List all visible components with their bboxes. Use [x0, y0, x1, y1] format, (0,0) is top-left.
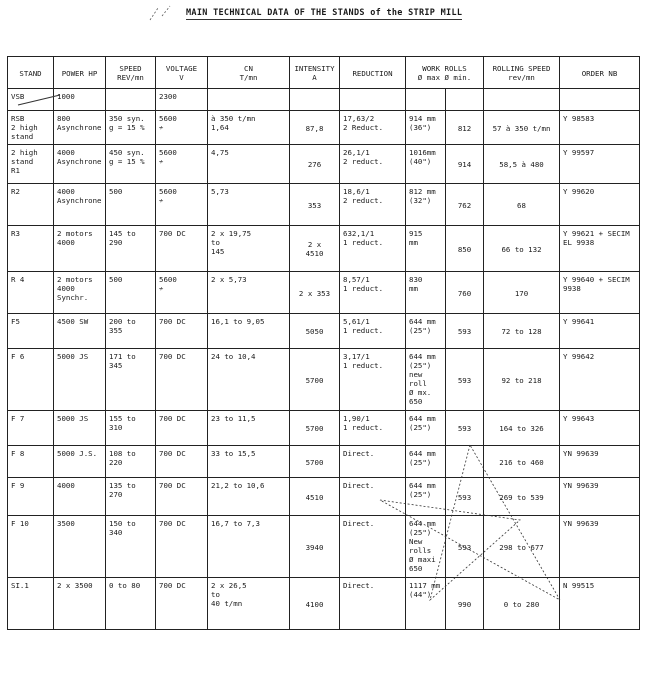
cell-speed: 155 to 310: [106, 411, 156, 446]
cell-order: Y 99643: [560, 411, 640, 446]
cell-stand: VSB: [8, 89, 54, 111]
cell-wr-max: 914 mm (36"): [406, 111, 446, 145]
table-header-row: [8, 57, 640, 89]
cell-order: Y 99641: [560, 314, 640, 349]
cell-wr-min: 812: [446, 111, 484, 145]
cell-reduction: 5,61/1 1 reduct.: [340, 314, 406, 349]
cell-order: YN 99639: [560, 516, 640, 578]
cell-voltage: 700 DC: [156, 226, 208, 272]
cell-wr-min: 760: [446, 272, 484, 314]
cell-cn: 4,75: [208, 145, 290, 184]
cell-order: Y 99620: [560, 184, 640, 226]
cell-power: 800 Asynchrone: [54, 111, 106, 145]
cell-reduction: Direct.: [340, 446, 406, 478]
cell-intensity: 5050: [290, 314, 340, 349]
cell-reduction: 632,1/1 1 reduct.: [340, 226, 406, 272]
cell-speed: 108 to 220: [106, 446, 156, 478]
cell-power: 4500 SW: [54, 314, 106, 349]
cell-speed: 450 syn. g = 15 %: [106, 145, 156, 184]
cell-speed: 0 to 80: [106, 578, 156, 630]
cell-stand: SI.1: [8, 578, 54, 630]
cell-cn: 16,1 to 9,05: [208, 314, 290, 349]
cell-wr-max: 1117 mm (44"): [406, 578, 446, 630]
cell-cn: 16,7 to 7,3: [208, 516, 290, 578]
cell-wr-max: 644 mm (25"): [406, 314, 446, 349]
cell-reduction: 18,6/1 2 reduct.: [340, 184, 406, 226]
cell-intensity: 276: [290, 145, 340, 184]
cell-cn: 33 to 15,5: [208, 446, 290, 478]
cell-intensity: 4510: [290, 478, 340, 516]
cell-order: YN 99639: [560, 478, 640, 516]
cell-reduction: 3,17/1 1 reduct.: [340, 349, 406, 411]
cell-reduction: 26,1/1 2 reduct.: [340, 145, 406, 184]
cell-wr-min: 593: [446, 478, 484, 516]
cell-stand: F 10: [8, 516, 54, 578]
cell-stand: F 7: [8, 411, 54, 446]
cell-order: Y 99597: [560, 145, 640, 184]
cell-intensity: 2 x 353: [290, 272, 340, 314]
cell-rolling: 57 à 350 t/mn: [484, 111, 560, 145]
cell-wr-min: 850: [446, 226, 484, 272]
cell-rolling: 298 to 677: [484, 516, 560, 578]
cell-order: Y 99621 + SECIM EL 9938: [560, 226, 640, 272]
cell-reduction: Direct.: [340, 578, 406, 630]
cell-voltage: 700 DC: [156, 446, 208, 478]
cell-rolling: 66 to 132: [484, 226, 560, 272]
cell-power: 2 motors 4000 Synchr.: [54, 272, 106, 314]
cell-intensity: 5700: [290, 446, 340, 478]
cell-wr-min: 914: [446, 145, 484, 184]
header-order: ORDER NB: [560, 57, 640, 89]
header-intensity: INTENSITY A: [290, 57, 340, 89]
cell-wr-max: 812 mm (32"): [406, 184, 446, 226]
cell-stand: F5: [8, 314, 54, 349]
cell-wr-min: 593: [446, 411, 484, 446]
cell-rolling: 164 to 326: [484, 411, 560, 446]
cell-intensity: 4100: [290, 578, 340, 630]
page-title: MAIN TECHNICAL DATA OF THE STANDS of the STRIP MILL: [186, 8, 463, 18]
cell-wr-max: 1016mm (40"): [406, 145, 446, 184]
cell-stand: F 9: [8, 478, 54, 516]
cell-reduction: 17,63/2 2 Reduct.: [340, 111, 406, 145]
cell-speed: 350 syn. g = 15 %: [106, 111, 156, 145]
table-row: [8, 314, 640, 349]
cell-intensity: 3940: [290, 516, 340, 578]
cell-speed: [106, 89, 156, 111]
cell-power: 5000 JS: [54, 349, 106, 411]
cell-power: 4000 Asynchrone: [54, 184, 106, 226]
cell-cn: [208, 89, 290, 111]
cell-stand: 2 high stand R1: [8, 145, 54, 184]
cell-wr-max: 830 mm: [406, 272, 446, 314]
cell-wr-min: 593: [446, 314, 484, 349]
cell-order: Y 99642: [560, 349, 640, 411]
cell-wr-min: 593: [446, 516, 484, 578]
cell-stand: F 6: [8, 349, 54, 411]
table-row: [8, 184, 640, 226]
cell-wr-min: [446, 89, 484, 111]
cell-voltage: 700 DC: [156, 314, 208, 349]
cell-cn: 2 x 26,5 to 40 t/mn: [208, 578, 290, 630]
table-row: [8, 578, 640, 630]
header-reduction: REDUCTION: [340, 57, 406, 89]
cell-reduction: Direct.: [340, 478, 406, 516]
cell-speed: 500: [106, 272, 156, 314]
cell-power: 1000: [54, 89, 106, 111]
cell-stand: F 8: [8, 446, 54, 478]
cell-rolling: 58,5 à 480: [484, 145, 560, 184]
cell-rolling: 92 to 218: [484, 349, 560, 411]
cell-cn: 5,73: [208, 184, 290, 226]
cell-wr-max: 644 mm (25") New rolls Ø maxi 650: [406, 516, 446, 578]
cell-wr-max: 644 mm (25"): [406, 411, 446, 446]
cell-wr-max: 915 mm: [406, 226, 446, 272]
cell-intensity: [290, 89, 340, 111]
table-row: [8, 516, 640, 578]
cell-wr-min: 990: [446, 578, 484, 630]
table-row: [8, 349, 640, 411]
cell-wr-max: [406, 89, 446, 111]
cell-voltage: 700 DC: [156, 578, 208, 630]
cell-rolling: [484, 89, 560, 111]
cell-rolling: 72 to 128: [484, 314, 560, 349]
cell-cn: 2 x 19,75 to 145: [208, 226, 290, 272]
cell-voltage: 700 DC: [156, 478, 208, 516]
cell-speed: 150 to 340: [106, 516, 156, 578]
cell-power: 3500: [54, 516, 106, 578]
cell-speed: 200 to 355: [106, 314, 156, 349]
header-work-rolls: WORK ROLLS Ø max Ø min.: [406, 57, 484, 89]
cell-wr-max: 644 mm (25"): [406, 478, 446, 516]
cell-stand: RSB 2 high stand: [8, 111, 54, 145]
cell-voltage: 700 DC: [156, 349, 208, 411]
header-rolling-speed: ROLLING SPEED rev/mn: [484, 57, 560, 89]
table-row: [8, 89, 640, 111]
cell-intensity: 5700: [290, 411, 340, 446]
cell-stand: R2: [8, 184, 54, 226]
cell-rolling: 269 to 539: [484, 478, 560, 516]
cell-order: YN 99639: [560, 446, 640, 478]
table-row: [8, 111, 640, 145]
cell-cn: 21,2 to 10,6: [208, 478, 290, 516]
cell-order: N 99515: [560, 578, 640, 630]
cell-power: 4000 Asynchrone: [54, 145, 106, 184]
cell-order: Y 98583: [560, 111, 640, 145]
cell-cn: 2 x 5,73: [208, 272, 290, 314]
table-row: [8, 446, 640, 478]
cell-power: 2 motors 4000: [54, 226, 106, 272]
cell-intensity: 2 x 4510: [290, 226, 340, 272]
cell-intensity: 87,8: [290, 111, 340, 145]
cell-rolling: 0 to 280: [484, 578, 560, 630]
cell-reduction: 1,90/1 1 reduct.: [340, 411, 406, 446]
cell-cn: 24 to 10,4: [208, 349, 290, 411]
cell-wr-min: [446, 446, 484, 478]
cell-rolling: 170: [484, 272, 560, 314]
header-voltage: VOLTAGE V: [156, 57, 208, 89]
cell-rolling: 68: [484, 184, 560, 226]
cell-cn: à 350 t/mn 1,64: [208, 111, 290, 145]
cell-power: 4000: [54, 478, 106, 516]
header-speed: SPEED REV/mn: [106, 57, 156, 89]
table-row: [8, 478, 640, 516]
header-stand: STAND: [8, 57, 54, 89]
cell-reduction: Direct.: [340, 516, 406, 578]
cell-speed: 135 to 270: [106, 478, 156, 516]
cell-voltage: 5600 ≁: [156, 272, 208, 314]
cell-rolling: 216 to 460: [484, 446, 560, 478]
cell-power: 5000 JS: [54, 411, 106, 446]
cell-power: 5000 J.S.: [54, 446, 106, 478]
strip-mill-data-table: [7, 56, 640, 630]
table-body: [8, 89, 640, 630]
cell-speed: 145 to 290: [106, 226, 156, 272]
cell-reduction: [340, 89, 406, 111]
cell-wr-min: 593: [446, 349, 484, 411]
table-row: [8, 226, 640, 272]
cell-order: Y 99640 + SECIM 9938: [560, 272, 640, 314]
cell-order: [560, 89, 640, 111]
cell-voltage: 700 DC: [156, 411, 208, 446]
cell-power: 2 x 3500: [54, 578, 106, 630]
cell-intensity: 5700: [290, 349, 340, 411]
header-power: POWER HP: [54, 57, 106, 89]
cell-wr-max: 644 mm (25") new roll Ø mx. 650: [406, 349, 446, 411]
cell-intensity: 353: [290, 184, 340, 226]
cell-cn: 23 to 11,5: [208, 411, 290, 446]
cell-voltage: 5600 ≁: [156, 184, 208, 226]
table-row: [8, 411, 640, 446]
table-row: [8, 272, 640, 314]
cell-voltage: 700 DC: [156, 516, 208, 578]
cell-stand: R 4: [8, 272, 54, 314]
cell-wr-max: 644 mm (25"): [406, 446, 446, 478]
cell-speed: 500: [106, 184, 156, 226]
cell-stand: R3: [8, 226, 54, 272]
cell-speed: 171 to 345: [106, 349, 156, 411]
cell-voltage: 5600 ≁: [156, 145, 208, 184]
cell-voltage: 2300: [156, 89, 208, 111]
cell-voltage: 5600 ≁: [156, 111, 208, 145]
cell-reduction: 8,57/1 1 reduct.: [340, 272, 406, 314]
table-row: [8, 145, 640, 184]
cell-wr-min: 762: [446, 184, 484, 226]
header-cn: CN T/mn: [208, 57, 290, 89]
